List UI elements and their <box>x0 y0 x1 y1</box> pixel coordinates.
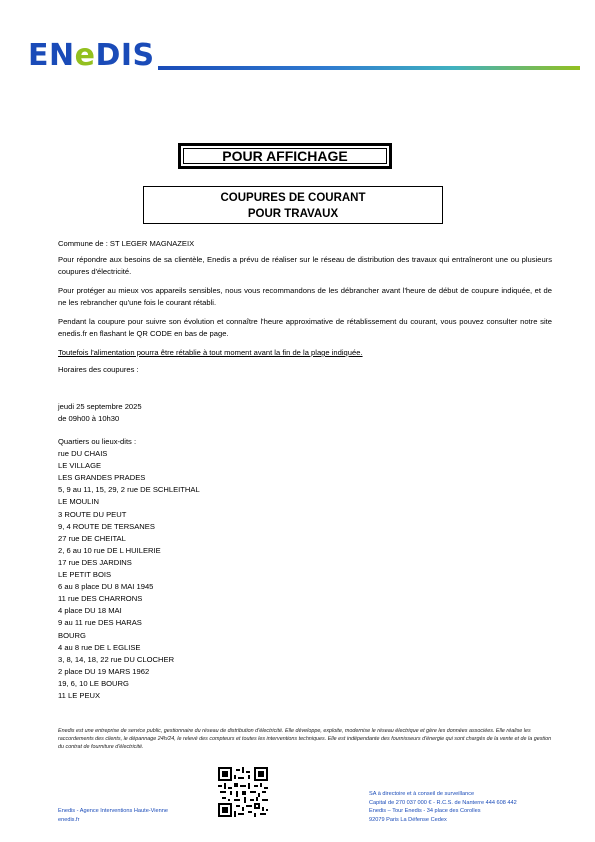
list-item: 9, 4 ROUTE DE TERSANES <box>58 521 155 531</box>
list-item: 2 place DU 19 MARS 1962 <box>58 666 150 676</box>
footer-agency: Enedis - Agence Interventions Haute-Vienne <box>58 808 168 814</box>
list-item: 4 place DU 18 MAI <box>58 606 122 616</box>
subtitle-line2: POUR TRAVAUX <box>247 208 339 220</box>
footer-address-1: Enedis – Tour Enedis - 34 place des Corolles <box>369 808 481 814</box>
header-gradient-line <box>158 66 580 70</box>
list-item: 11 rue DES CHARRONS <box>58 594 143 604</box>
list-item: 19, 6, 10 LE BOURG <box>58 678 129 688</box>
enedis-logo <box>28 40 155 72</box>
list-item: 17 rue DES JARDINS <box>58 557 132 567</box>
list-item: LE PETIT BOIS <box>58 570 112 580</box>
paragraph-3: Pendant la coupure pour suivre son évolution et connaître l'heure approximative de rétablissement du courant, vous pouvez consulter notre site enedis.fr en flashant le QR CODE en bas de page. <box>58 317 552 338</box>
list-item: 9 au 11 rue DES HARAS <box>58 618 142 628</box>
list-item: LE VILLAGE <box>58 461 102 471</box>
qr-code-icon[interactable] <box>218 767 268 817</box>
footer-right <box>369 790 517 824</box>
list-item: rue DU CHAIS <box>58 449 108 459</box>
list-item: 4 au 8 rue DE L EGLISE <box>58 642 141 652</box>
list-item: 5, 9 au 11, 15, 29, 2 rue DE SCHLEITHAL <box>58 485 200 495</box>
list-item: 3, 8, 14, 18, 22 rue DU CLOCHER <box>58 654 175 664</box>
subtitle-line1: COUPURES DE COURANT <box>220 192 366 204</box>
subtitle-box <box>143 186 443 224</box>
time-line: de 09h00 à 10h30 <box>58 414 120 423</box>
quartiers-label: Quartiers ou lieux-dits : <box>58 437 137 446</box>
list-item: 3 ROUTE DU PEUT <box>58 509 127 519</box>
paragraph-2: Pour protéger au mieux vos appareils sensibles, nous vous recommandons de les débrancher avant l'heure de début de coupure indiquée, et de ne les rebrancher qu'une fois le courant rétabli. <box>58 286 552 307</box>
logo-text-a: EN <box>28 38 75 73</box>
date-line: jeudi 25 septembre 2025 <box>58 402 142 411</box>
footer-legal-text: Enedis est une entreprise de service public, gestionnaire du réseau de distribution d'électricité. Elle développe, exploite, modernise le réseau électrique et gère les données associées. Elle réalise les raccordements des clients, le dépannage 24h/24, le relevé des compteurs et toutes les interventions techniques. Elle est indépendante des fournisseurs d'énergie qui sont chargés de la vente et de la gestion du contrat de fourniture d'électricité. <box>58 728 552 751</box>
list-item: BOURG <box>58 630 86 640</box>
paragraph-1: Pour répondre aux besoins de sa clientèle, Enedis a prévu de réaliser sur le réseau de distribution des travaux qui entraîneront une ou plusieurs coupures d'électricité. <box>58 255 552 276</box>
list-item: LE MOULIN <box>58 497 99 507</box>
footer-address-2: 92079 Paris La Défense Cedex <box>369 816 447 823</box>
list-item: 11 LE PEUX <box>58 690 101 700</box>
commune-line: Commune de : ST LEGER MAGNAZEIX <box>58 239 195 248</box>
list-item: 6 au 8 place DU 8 MAI 1945 <box>58 582 154 592</box>
footer-company-type: SA à directoire et à conseil de surveillance <box>369 791 475 797</box>
logo-text-b: e <box>74 38 96 73</box>
footer-left <box>58 807 168 824</box>
title-text: POUR AFFICHAGE <box>222 148 348 164</box>
list-item: 2, 6 au 10 rue DE L HUILERIE <box>58 545 161 555</box>
quartiers-list <box>58 436 200 702</box>
horaires-label: Horaires des coupures : <box>58 365 139 374</box>
footer-website-link[interactable]: enedis.fr <box>58 816 80 823</box>
list-item: 27 rue DE CHEITAL <box>58 533 126 543</box>
logo-text-c: DIS <box>95 38 155 73</box>
list-item: LES GRANDES PRADES <box>58 473 146 483</box>
warning-line: Toutefois l'alimentation pourra être rétablie à tout moment avant la fin de la plage indiquée. <box>58 348 363 357</box>
title-box <box>178 143 392 169</box>
footer-capital: Capital de 270 037 000 € - R.C.S. de Nanterre 444 608 442 <box>369 799 517 806</box>
